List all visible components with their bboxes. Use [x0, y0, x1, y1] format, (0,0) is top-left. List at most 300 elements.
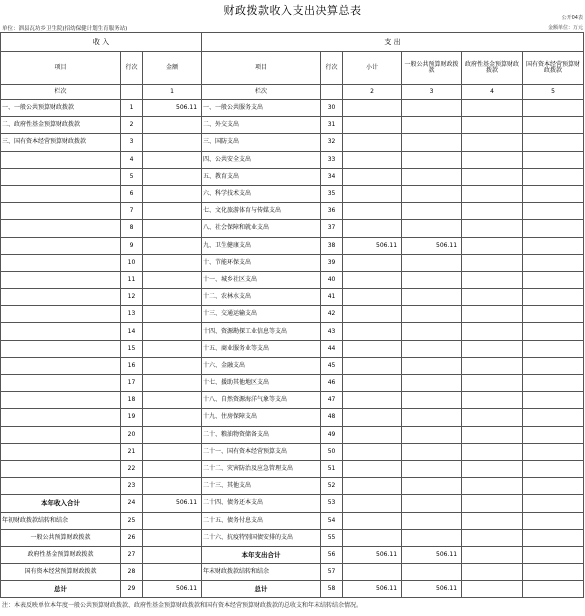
expense-item-cell: 十八、自然资源海洋气象等支出 [202, 392, 321, 409]
gov-fund-cell [462, 289, 523, 306]
table-row [1, 495, 584, 512]
income-amount-cell [143, 220, 202, 237]
expense-line-cell: 38 [321, 237, 343, 254]
income-line-cell: 2 [121, 117, 143, 134]
income-amount-cell: 506.11 [143, 581, 202, 598]
state-capital-cell [523, 581, 584, 598]
income-amount-cell [143, 117, 202, 134]
state-capital-cell [523, 203, 584, 220]
subtotal-cell [343, 375, 402, 392]
expense-column-index-blank [321, 85, 343, 100]
income-line-cell: 20 [121, 426, 143, 443]
subtotal-cell [343, 254, 402, 271]
state-capital-cell [523, 392, 584, 409]
expense-line-cell: 56 [321, 546, 343, 563]
expense-item-cell: 总计 [202, 581, 321, 598]
expense-line-cell: 48 [321, 409, 343, 426]
gov-fund-cell [462, 100, 523, 117]
expense-line-cell: 47 [321, 392, 343, 409]
state-capital-cell [523, 306, 584, 323]
expense-column-index-label: 栏次 [202, 85, 321, 100]
income-line-cell: 3 [121, 134, 143, 151]
income-line-cell: 9 [121, 237, 143, 254]
income-item-cell [1, 460, 121, 477]
table-row [1, 478, 584, 495]
subtotal-cell [343, 357, 402, 374]
gov-fund-cell [462, 478, 523, 495]
subtotal-cell [343, 460, 402, 477]
general-budget-cell [402, 203, 462, 220]
income-item-cell [1, 289, 121, 306]
income-item-cell: 国有资本经营预算财政拨款 [1, 564, 121, 581]
income-item-cell [1, 478, 121, 495]
expense-item-cell: 六、科学技术支出 [202, 185, 321, 202]
expense-line-cell: 32 [321, 134, 343, 151]
subtotal-cell [343, 409, 402, 426]
state-capital-cell [523, 478, 584, 495]
state-capital-cell [523, 443, 584, 460]
table-row [1, 151, 584, 168]
gov-fund-cell [462, 564, 523, 581]
gov-fund-cell [462, 409, 523, 426]
expense-column-index-3: 3 [402, 85, 462, 100]
income-item-cell: 一般公共预算财政拨款 [1, 529, 121, 546]
expense-item-cell: 二十一、国有资本经营预算支出 [202, 443, 321, 460]
income-line-cell: 15 [121, 340, 143, 357]
general-budget-cell [402, 478, 462, 495]
general-budget-cell [402, 323, 462, 340]
state-capital-cell [523, 100, 584, 117]
state-capital-cell [523, 564, 584, 581]
table-row [1, 271, 584, 288]
expense-item-cell: 二十五、债务付息支出 [202, 512, 321, 529]
income-amount-cell [143, 460, 202, 477]
gov-fund-cell [462, 460, 523, 477]
table-row [1, 185, 584, 202]
subtotal-cell [343, 340, 402, 357]
general-budget-cell [402, 409, 462, 426]
general-budget-cell: 506.11 [402, 581, 462, 598]
gov-fund-cell [462, 546, 523, 563]
subtotal-cell [343, 151, 402, 168]
income-amount-cell [143, 478, 202, 495]
state-capital-cell [523, 357, 584, 374]
income-line-cell: 5 [121, 168, 143, 185]
gov-fund-cell [462, 581, 523, 598]
state-capital-cell [523, 323, 584, 340]
income-amount-cell [143, 409, 202, 426]
expense-item-cell: 十二、农林水支出 [202, 289, 321, 306]
income-amount-cell [143, 237, 202, 254]
subtotal-cell: 506.11 [343, 581, 402, 598]
income-item-cell: 年初财政拨款结转和结余 [1, 512, 121, 529]
income-amount-cell [143, 443, 202, 460]
subtotal-cell [343, 529, 402, 546]
table-row [1, 581, 584, 598]
expense-line-cell: 41 [321, 289, 343, 306]
subtotal-cell [343, 512, 402, 529]
expense-line-cell: 39 [321, 254, 343, 271]
gov-fund-cell [462, 512, 523, 529]
expense-line-cell: 37 [321, 220, 343, 237]
state-capital-cell [523, 375, 584, 392]
state-capital-cell [523, 271, 584, 288]
income-line-cell: 1 [121, 100, 143, 117]
income-item-cell: 本年收入合计 [1, 495, 121, 512]
expense-item-cell: 一、一般公共服务支出 [202, 100, 321, 117]
general-budget-cell [402, 375, 462, 392]
income-item-cell [1, 392, 121, 409]
general-budget-cell [402, 357, 462, 374]
income-item-cell [1, 357, 121, 374]
expense-line-cell: 51 [321, 460, 343, 477]
general-budget-cell [402, 495, 462, 512]
table-row [1, 443, 584, 460]
general-budget-cell [402, 340, 462, 357]
table-row [1, 323, 584, 340]
gov-fund-cell [462, 151, 523, 168]
income-amount-cell [143, 375, 202, 392]
state-capital-cell [523, 237, 584, 254]
income-line-cell: 24 [121, 495, 143, 512]
state-capital-cell [523, 220, 584, 237]
table-row [1, 564, 584, 581]
gov-fund-cell [462, 237, 523, 254]
gov-fund-cell [462, 220, 523, 237]
gov-fund-cell [462, 323, 523, 340]
gov-fund-cell [462, 375, 523, 392]
expense-item-cell: 七、文化旅游体育与传媒支出 [202, 203, 321, 220]
subtotal-cell: 506.11 [343, 546, 402, 563]
general-budget-cell [402, 100, 462, 117]
state-capital-cell [523, 117, 584, 134]
gov-fund-header: 政府性基金预算财政拨款 [462, 52, 523, 85]
income-item-header: 项目 [1, 52, 121, 85]
table-row [1, 357, 584, 374]
income-line-cell: 8 [121, 220, 143, 237]
general-budget-cell [402, 443, 462, 460]
budget-table [0, 32, 584, 598]
expense-line-cell: 57 [321, 564, 343, 581]
gov-fund-cell [462, 426, 523, 443]
state-capital-cell [523, 409, 584, 426]
income-amount-cell [143, 340, 202, 357]
gov-fund-cell [462, 168, 523, 185]
gov-fund-cell [462, 340, 523, 357]
income-item-cell: 政府性基金预算财政拨款 [1, 546, 121, 563]
income-line-cell: 13 [121, 306, 143, 323]
subtotal-cell [343, 495, 402, 512]
table-row [1, 168, 584, 185]
gov-fund-cell [462, 185, 523, 202]
income-amount-cell [143, 546, 202, 563]
income-amount-cell: 506.11 [143, 495, 202, 512]
expense-column-index-5: 5 [523, 85, 584, 100]
income-amount-cell [143, 254, 202, 271]
income-line-cell: 7 [121, 203, 143, 220]
table-row [1, 100, 584, 117]
income-line-cell: 29 [121, 581, 143, 598]
expense-line-cell: 58 [321, 581, 343, 598]
expense-line-cell: 46 [321, 375, 343, 392]
expense-item-cell: 九、卫生健康支出 [202, 237, 321, 254]
expense-item-cell: 十七、援助其他地区支出 [202, 375, 321, 392]
general-budget-cell [402, 564, 462, 581]
table-row [1, 546, 584, 563]
income-line-cell: 19 [121, 409, 143, 426]
gov-fund-cell [462, 392, 523, 409]
expense-item-cell: 二十六、抗疫特别国债安排的支出 [202, 529, 321, 546]
income-item-cell [1, 151, 121, 168]
expense-item-cell: 四、公共安全支出 [202, 151, 321, 168]
subtotal-cell [343, 100, 402, 117]
income-section-header: 收 入 [1, 33, 202, 52]
gov-fund-cell [462, 529, 523, 546]
general-budget-cell [402, 151, 462, 168]
subtotal-cell [343, 443, 402, 460]
expense-item-cell: 十九、住房保障支出 [202, 409, 321, 426]
state-capital-cell [523, 546, 584, 563]
expense-item-cell: 十四、资源勘探工业信息等支出 [202, 323, 321, 340]
income-item-cell [1, 185, 121, 202]
income-item-cell [1, 168, 121, 185]
general-budget-cell [402, 134, 462, 151]
income-amount-header: 金额 [143, 52, 202, 85]
income-item-cell [1, 443, 121, 460]
table-row [1, 306, 584, 323]
report-title: 财政拨款收入支出决算总表 [223, 4, 362, 17]
income-line-cell: 12 [121, 289, 143, 306]
gov-fund-cell [462, 134, 523, 151]
income-item-cell [1, 254, 121, 271]
expense-line-cell: 44 [321, 340, 343, 357]
organization-label: 单位：泗县瓦坊乡卫生院(招幼保健计划生育服务站) [2, 26, 128, 32]
income-item-cell [1, 409, 121, 426]
general-budget-cell [402, 168, 462, 185]
income-amount-cell [143, 392, 202, 409]
income-amount-cell [143, 529, 202, 546]
expense-item-cell: 二十二、灾害防治及应急管理支出 [202, 460, 321, 477]
income-amount-cell [143, 512, 202, 529]
expense-item-cell: 十、节能环保支出 [202, 254, 321, 271]
expense-column-index-4: 4 [462, 85, 523, 100]
state-capital-cell [523, 426, 584, 443]
general-budget-cell [402, 271, 462, 288]
expense-line-cell: 53 [321, 495, 343, 512]
income-column-index-blank [121, 85, 143, 100]
table-row [1, 460, 584, 477]
expense-line-cell: 49 [321, 426, 343, 443]
expense-item-cell: 十五、商业服务业等支出 [202, 340, 321, 357]
income-amount-cell [143, 426, 202, 443]
income-line-cell: 14 [121, 323, 143, 340]
state-capital-cell [523, 289, 584, 306]
table-row [1, 409, 584, 426]
gov-fund-cell [462, 357, 523, 374]
general-budget-cell: 506.11 [402, 237, 462, 254]
income-amount-cell [143, 306, 202, 323]
income-line-cell: 11 [121, 271, 143, 288]
state-capital-cell [523, 185, 584, 202]
income-amount-cell [143, 151, 202, 168]
income-item-cell [1, 203, 121, 220]
expense-line-cell: 42 [321, 306, 343, 323]
income-line-cell: 21 [121, 443, 143, 460]
table-row [1, 375, 584, 392]
expense-line-cell: 54 [321, 512, 343, 529]
subtotal-cell [343, 392, 402, 409]
income-item-cell [1, 237, 121, 254]
state-capital-cell [523, 512, 584, 529]
general-budget-cell [402, 306, 462, 323]
table-row [1, 289, 584, 306]
income-item-cell [1, 426, 121, 443]
subtotal-header: 小计 [343, 52, 402, 85]
income-line-cell: 17 [121, 375, 143, 392]
subtotal-cell [343, 306, 402, 323]
table-row [1, 237, 584, 254]
general-budget-cell [402, 529, 462, 546]
income-amount-cell: 506.11 [143, 100, 202, 117]
subtotal-cell [343, 478, 402, 495]
gov-fund-cell [462, 271, 523, 288]
income-amount-cell [143, 564, 202, 581]
income-line-cell: 18 [121, 392, 143, 409]
general-budget-cell: 506.11 [402, 546, 462, 563]
expense-line-cell: 55 [321, 529, 343, 546]
expense-line-cell: 40 [321, 271, 343, 288]
income-item-cell [1, 340, 121, 357]
general-budget-cell [402, 185, 462, 202]
income-item-cell: 总计 [1, 581, 121, 598]
expense-line-header: 行次 [321, 52, 343, 85]
income-line-cell: 6 [121, 185, 143, 202]
general-budget-cell [402, 254, 462, 271]
state-capital-cell [523, 495, 584, 512]
expense-line-cell: 35 [321, 185, 343, 202]
currency-unit-label: 金额单位：万元 [547, 25, 583, 31]
state-capital-cell [523, 340, 584, 357]
footnote: 注：本表反映单位本年度一般公共预算财政拨款、政府性基金预算财政拨款和国有资本经营预算财政拨款的总收支和年末结转结余情况。 [2, 602, 363, 609]
subtotal-cell [343, 564, 402, 581]
general-budget-cell [402, 512, 462, 529]
general-budget-header: 一般公共预算财政拨款 [402, 52, 462, 85]
income-amount-cell [143, 134, 202, 151]
table-row [1, 340, 584, 357]
gov-fund-cell [462, 254, 523, 271]
table-row [1, 392, 584, 409]
expense-section-header: 支 出 [202, 33, 584, 52]
income-line-cell: 10 [121, 254, 143, 271]
expense-item-cell: 二十三、其他支出 [202, 478, 321, 495]
expense-line-cell: 36 [321, 203, 343, 220]
expense-item-cell: 十三、交通运输支出 [202, 306, 321, 323]
subtotal-cell [343, 185, 402, 202]
income-amount-cell [143, 289, 202, 306]
general-budget-cell [402, 117, 462, 134]
income-line-cell: 28 [121, 564, 143, 581]
expense-line-cell: 52 [321, 478, 343, 495]
gov-fund-cell [462, 203, 523, 220]
general-budget-cell [402, 426, 462, 443]
expense-item-cell: 二、外交支出 [202, 117, 321, 134]
expense-item-cell: 二十四、债务还本支出 [202, 495, 321, 512]
expense-item-cell: 年末财政拨款结转和结余 [202, 564, 321, 581]
state-capital-cell [523, 460, 584, 477]
table-row [1, 134, 584, 151]
income-amount-cell [143, 185, 202, 202]
subtotal-cell: 506.11 [343, 237, 402, 254]
table-row [1, 512, 584, 529]
expense-line-cell: 30 [321, 100, 343, 117]
state-capital-cell [523, 529, 584, 546]
expense-item-cell: 本年支出合计 [202, 546, 321, 563]
table-row [1, 203, 584, 220]
expense-item-cell: 十六、金融支出 [202, 357, 321, 374]
gov-fund-cell [462, 443, 523, 460]
expense-item-cell: 三、国防支出 [202, 134, 321, 151]
state-capital-cell [523, 151, 584, 168]
subtotal-cell [343, 168, 402, 185]
expense-line-cell: 33 [321, 151, 343, 168]
income-amount-cell [143, 203, 202, 220]
subtotal-cell [343, 220, 402, 237]
income-line-cell: 25 [121, 512, 143, 529]
table-row [1, 117, 584, 134]
income-amount-cell [143, 357, 202, 374]
income-item-cell [1, 220, 121, 237]
expense-column-index-2: 2 [343, 85, 402, 100]
income-amount-cell [143, 168, 202, 185]
income-item-cell: 一、一般公共预算财政拨款 [1, 100, 121, 117]
table-row [1, 254, 584, 271]
subtotal-cell [343, 323, 402, 340]
state-capital-header: 国有资本经营预算财政拨款 [523, 52, 584, 85]
expense-line-cell: 50 [321, 443, 343, 460]
table-row [1, 529, 584, 546]
subtotal-cell [343, 289, 402, 306]
general-budget-cell [402, 220, 462, 237]
income-item-cell: 二、政府性基金预算财政拨款 [1, 117, 121, 134]
expense-line-cell: 31 [321, 117, 343, 134]
state-capital-cell [523, 168, 584, 185]
subtotal-cell [343, 426, 402, 443]
income-item-cell [1, 375, 121, 392]
income-item-cell [1, 323, 121, 340]
table-row [1, 220, 584, 237]
subtotal-cell [343, 117, 402, 134]
expense-item-header: 项目 [202, 52, 321, 85]
income-line-cell: 16 [121, 357, 143, 374]
subtotal-cell [343, 203, 402, 220]
gov-fund-cell [462, 495, 523, 512]
gov-fund-cell [462, 117, 523, 134]
income-item-cell: 三、国有资本经营预算财政拨款 [1, 134, 121, 151]
expense-item-cell: 二十、粮油物资储备支出 [202, 426, 321, 443]
general-budget-cell [402, 460, 462, 477]
gov-fund-cell [462, 306, 523, 323]
expense-item-cell: 十一、城乡社区支出 [202, 271, 321, 288]
income-line-cell: 23 [121, 478, 143, 495]
general-budget-cell [402, 289, 462, 306]
income-item-cell [1, 306, 121, 323]
table-row [1, 426, 584, 443]
expense-line-cell: 45 [321, 357, 343, 374]
expense-item-cell: 五、教育支出 [202, 168, 321, 185]
subtotal-cell [343, 134, 402, 151]
income-line-cell: 4 [121, 151, 143, 168]
form-number: 公开04表 [561, 15, 583, 21]
